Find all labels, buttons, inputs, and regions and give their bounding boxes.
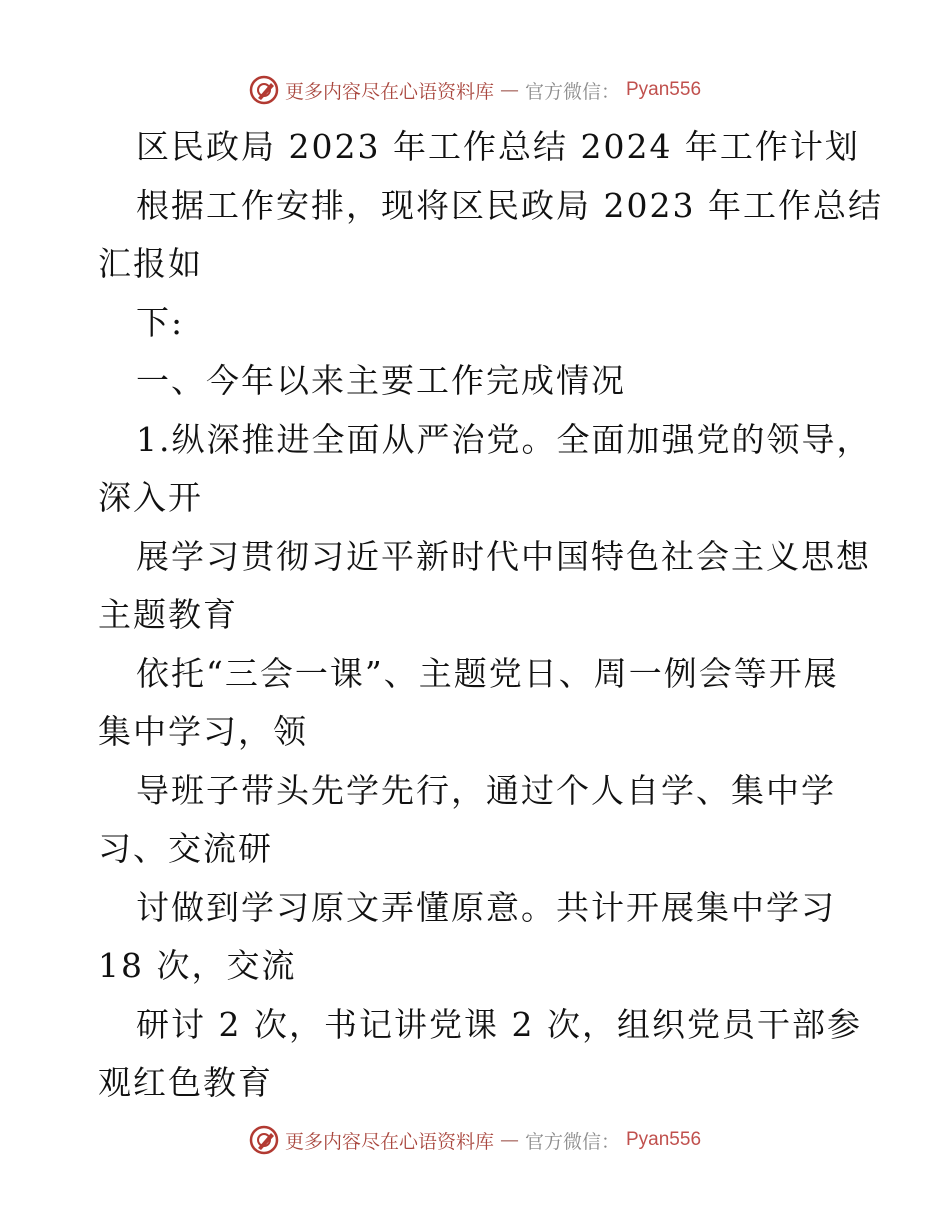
paragraph-line: 讨做到学习原文弄懂原意。共计开展集中学习 [136, 887, 836, 927]
paragraph-line: 1.纵深推进全面从严治党。全面加强党的领导， [136, 419, 872, 459]
paragraph-line: 展学习贯彻习近平新时代中国特色社会主义思想 [136, 536, 871, 576]
paragraph-line: 研讨 2 次，书记讲党课 2 次，组织党员干部参 [136, 1004, 862, 1044]
paragraph-line: 主题教育 [98, 595, 238, 634]
banner-separator: — [499, 1129, 519, 1151]
paragraph-line: 依托“三会一课”、主题党日、周一例会等开展 [136, 653, 839, 693]
paragraph-line: 习、交流研 [98, 829, 273, 868]
paragraph-line: 18 次，交流 [98, 946, 297, 985]
document-title: 区民政局 2023 年工作总结 2024 年工作计划 [136, 127, 860, 166]
banner-text: 更多内容尽在心语资料库 [284, 1130, 494, 1153]
header-watermark-banner [0, 70, 950, 110]
paragraph-line: 汇报如 [98, 244, 203, 283]
wechat-id: Pyan556 [626, 79, 702, 100]
banner-separator: — [499, 79, 519, 101]
paragraph-line: 观红色教育 [98, 1063, 273, 1102]
section-heading: 一、今年以来主要工作完成情况 [136, 361, 626, 400]
paragraph-line: 深入开 [98, 478, 203, 517]
pen-logo-icon [249, 1125, 279, 1155]
paragraph-line: 集中学习，领 [98, 712, 308, 751]
paragraph-line: 导班子带头先学先行，通过个人自学、集中学 [136, 770, 836, 810]
footer-watermark-banner [0, 1120, 950, 1160]
banner-text: 更多内容尽在心语资料库 [284, 80, 494, 103]
wechat-label: 官方微信： [524, 80, 620, 103]
document-body [98, 118, 883, 1113]
pen-logo-icon [249, 75, 279, 105]
wechat-label: 官方微信： [524, 1130, 620, 1153]
paragraph-line: 根据工作安排，现将区民政局 2023 年工作总结 [136, 185, 883, 225]
paragraph-line: 下: [136, 302, 185, 342]
wechat-id: Pyan556 [626, 1129, 702, 1150]
